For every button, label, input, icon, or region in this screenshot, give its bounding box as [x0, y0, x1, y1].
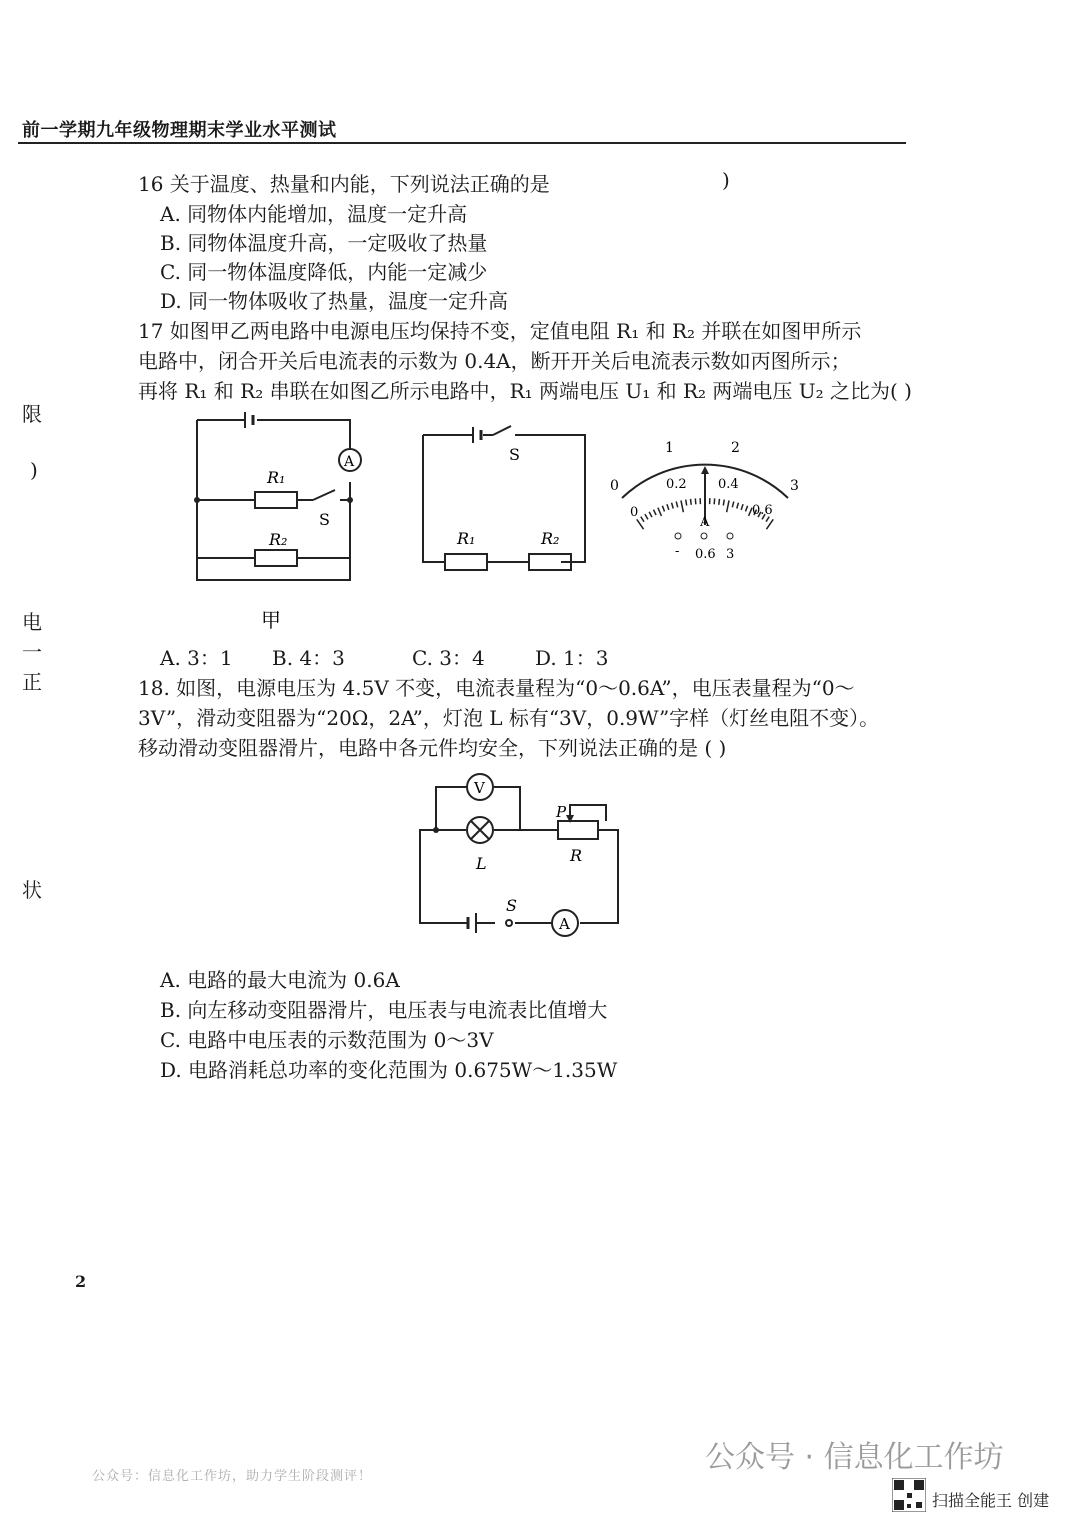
q18-figure [410, 765, 630, 945]
switch-icon [313, 490, 335, 500]
slider-label: P [556, 803, 567, 821]
margin-mark: 电 [22, 610, 42, 634]
q17-option-c: C. 3：4 [412, 646, 485, 670]
q17-line2: 电路中，闭合开关后电流表的示数为 0.4A，断开开关后电流表示数如丙图所示； [138, 349, 851, 373]
resistor-r1-icon [255, 492, 297, 508]
q18-option-a: A. 电路的最大电流为 0.6A [160, 968, 400, 992]
q17-option-b: B. 4：3 [272, 646, 345, 670]
dial-top-tick-2: 2 [731, 440, 740, 456]
dial-tick [672, 503, 674, 509]
q18-line2: 3V”，滑动变阻器为“20Ω，2A”，灯泡 L 标有“3V，0.9W”字样（灯丝电阻不变）。 [138, 706, 880, 730]
resistor-r1-icon [445, 554, 487, 570]
dial-inner-0-2: 0.2 [666, 477, 687, 492]
rheostat-label: R [570, 846, 583, 865]
dial-top-end-0: 0 [610, 478, 619, 494]
dial-tick [662, 506, 664, 512]
margin-mark: 正 [22, 670, 42, 694]
yi-switch-label: S [509, 445, 520, 464]
dial-bottom-0-6: 0.6 [752, 503, 773, 518]
q18-line1: 18. 如图，电源电压为 4.5V 不变，电流表量程为“0～0.6A”，电压表量程为“0～ [138, 676, 855, 700]
dial-tick [681, 500, 683, 512]
dial-tick [723, 500, 724, 506]
dial-tick [745, 506, 747, 512]
q16-option-a: A. 同物体内能增加，温度一定升高 [160, 202, 468, 226]
resistor-r2-icon [255, 550, 297, 566]
switch-icon [493, 426, 511, 435]
jia-meter-label: A [344, 454, 355, 470]
dial-top-end-3: 3 [790, 478, 799, 494]
q18-option-b: B. 向左移动变阻器滑片，电压表与电流表比值增大 [160, 998, 608, 1022]
dial-tick [645, 514, 648, 519]
dial-tick [719, 499, 720, 505]
dial-tick [727, 500, 729, 512]
dial-bottom-0: 0 [630, 505, 639, 520]
terminal-neg: - [675, 544, 680, 559]
q17-figure-yi [415, 420, 595, 580]
exam-header: 前一学期九年级物理期末学业水平测试 [22, 120, 337, 141]
qr-code-icon [892, 1478, 926, 1512]
footer-scan: 扫描全能王 创建 [932, 1491, 1050, 1510]
jia-r1-label: R₁ [267, 468, 286, 487]
q18-line3: 移动滑动变阻器滑片，电路中各元件均安全，下列说法正确的是 ( ) [138, 736, 727, 760]
dial-unit: A [700, 515, 710, 530]
dial-tick [667, 504, 669, 510]
dial-tick [649, 512, 652, 517]
dial-tick [691, 499, 692, 505]
q18-option-c: C. 电路中电压表的示数范围为 0～3V [160, 1028, 494, 1052]
voltmeter-label: V [474, 779, 485, 797]
dial-tick [676, 501, 677, 507]
jia-switch-label: S [319, 510, 330, 529]
ammeter-label: A [559, 915, 570, 933]
lamp-label: L [476, 854, 487, 873]
q16-stem: 16 关于温度、热量和内能，下列说法正确的是 [138, 172, 550, 196]
dial-tick [653, 510, 656, 515]
yi-r1-label: R₁ [457, 529, 476, 548]
dial-tick [658, 508, 662, 516]
margin-mark: 限 [22, 402, 42, 426]
terminal-3: 3 [726, 547, 735, 562]
slider-wire [570, 805, 606, 821]
q17-option-a: A. 3：1 [160, 646, 233, 670]
q16-option-b: B. 同物体温度升高，一定吸收了热量 [160, 231, 488, 255]
jia-r2-label: R₂ [269, 530, 288, 549]
margin-mark: ) [30, 458, 38, 482]
margin-mark: 一 [22, 640, 42, 664]
dial-tick [737, 503, 739, 509]
dial-tick [686, 500, 687, 506]
dial-tick [641, 517, 644, 522]
dial-top-tick-1: 1 [665, 440, 674, 456]
terminal-0-6: 0.6 [695, 547, 716, 562]
yi-r2-label: R₂ [541, 529, 560, 548]
q17-line3: 再将 R₁ 和 R₂ 串联在如图乙所示电路中，R₁ 两端电压 U₁ 和 R₂ 两端电压 U₂ 之比为( ) [138, 379, 912, 403]
q17-option-d: D. 1：3 [535, 646, 609, 670]
q16-option-d: D. 同一物体吸收了热量，温度一定升高 [160, 289, 509, 313]
footer-brand: 公众号 · 信息化工作坊 [705, 1440, 1004, 1475]
q16-option-c: C. 同一物体温度降低，内能一定减少 [160, 260, 488, 284]
footer-note: 公众号：信息化工作坊，助力学生阶段测评！ [92, 1469, 373, 1484]
q17-figure-bing [600, 430, 820, 570]
dial-inner-0-4: 0.4 [718, 477, 739, 492]
q17-figure-jia [185, 405, 375, 635]
header-rule [18, 142, 906, 144]
rheostat-icon [558, 821, 598, 839]
jia-caption: 甲 [261, 608, 281, 632]
page-number: 2 [75, 1272, 87, 1291]
q16-paren: ) [722, 168, 730, 192]
q17-line1: 17 如图甲乙两电路中电源电压均保持不变，定值电阻 R₁ 和 R₂ 并联在如图甲所示 [138, 319, 862, 343]
q18-option-d: D. 电路消耗总功率的变化范围为 0.675W～1.35W [160, 1058, 618, 1082]
margin-mark: 状 [22, 878, 42, 902]
switch-label: S [506, 896, 517, 915]
dial-tick [732, 501, 733, 507]
dial-tick [741, 504, 743, 510]
